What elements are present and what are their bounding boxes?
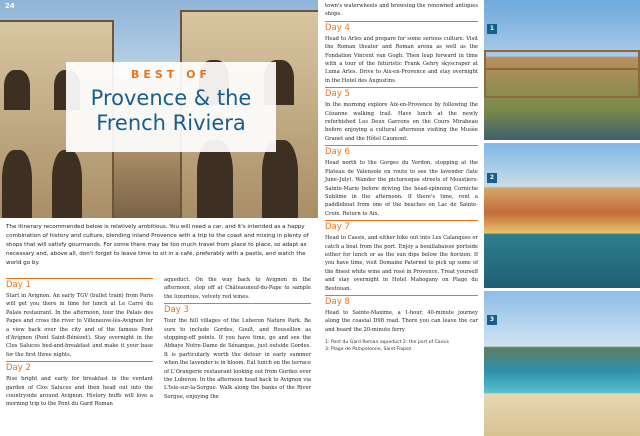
day-text: Head to Sainte-Maxime, a 1-hour, 40-minute journey along the coastal D98 road. There you can leave the car and board the 20-minute ferry [325, 309, 478, 333]
day-heading: Day 6 [325, 145, 478, 158]
photo-caption [325, 340, 478, 353]
day-text: Head north to the Gorges du Verdon, stopping at the Plateau de Valensole en route to see the lavender (late June–July). Wander the picturesque streets of Moustiers-Sainte-Marie before driving the head-spinning Corniche Sublime in the afternoon. If there's time, rent a paddleboat from one of the beaches on Lac de Sainte-Croix. Return to Aix. [325, 160, 478, 217]
day-heading: Day 3 [164, 303, 311, 316]
day-text-continued: aqueduct. On the way back to Avignon in the afternoon, stop off at Châteauneuf-du-Pape to sample the luxurious, velvety red wines. [164, 277, 311, 300]
day-heading: Day 4 [325, 21, 478, 34]
day-heading: Day 5 [325, 87, 478, 100]
caption-line: 3: Plage de Pampelonne, Saint-Tropez [325, 346, 412, 352]
caption-line: 1: Pont du Gard Roman aqueduct 2: the port of Cassis [325, 340, 450, 346]
day-text: Start in Avignon. An early TGV (bullet train) from Paris will get you there in time for lunch at Le Carré du Palais restaurant. In the afternoon, tour the Palais des Papes and cross the river to Villeneuve-lès-Avignon for a view back over the city and of the famous Pont d'Avignon (Pont Saint-Bénézet). Stay overnight in the Clos Saluces bed-and-breakfast and make it your base for the first three nights. [6, 293, 153, 358]
day-text: Tour the hill villages of the Luberon Nature Park. Be sure to include Gordes, Goult, and Roussillon as stopping-off points. If you have time, go and see the Abbaye Notre-Dame de Sénanque, just outside Gordes. It is particularly worth the detour in early summer when the lavender is in bloom. Eat lunch on the terrace of L'Orangerie restaurant looking out from Gordes over the Luberon. In the afternoon head back to Avignon via L'Isle-sur-la-Sorgue. Walk along the banks of the River Sorgue, enjoying the [164, 318, 311, 400]
intro-paragraph: The itinerary recommended below is relatively ambitious. You will need a car, and it's intended as a happy combination of history and culture, blending inland Provence with a trip to the coast and mixing in plenty of shops that will satisfy gourmands. For some there may be too much travel from place to place, so adapt as necessary and, above all, don't forget to leave time to sit in a café, preferably with a pastis, and watch the world go by. [6, 224, 309, 266]
day-text-continued: town's waterwheels and browsing the renowned antiques shops. [325, 3, 478, 18]
left-column-1 [6, 276, 153, 409]
title-box [66, 62, 276, 152]
day-heading: Day 7 [325, 220, 478, 233]
photo-plage-de-pampelonne [484, 291, 640, 436]
photo-number-badge: 2 [487, 173, 497, 183]
day-text: Rise bright and early for breakfast in the verdant garden of Clos Saluces and then head out into the countryside around Avignon. History buffs will love a morning trip to the Pont du Gard Roman [6, 376, 153, 408]
page-number: 24 [5, 2, 15, 10]
day-heading: Day 8 [325, 295, 478, 308]
title-line-1: Provence & the [90, 86, 252, 110]
day-heading: Day 2 [6, 361, 153, 374]
day-text: In the morning explore Aix-en-Provence by following the Cézanne walking trail. Have lunch at the newly refurbished Les Deux Garcons on the Cours Mirabeau before enjoying a cultural afternoon visiting the Musée Granet and the Hôtel Caumont. [325, 102, 478, 142]
kicker-best-of: BEST OF [130, 68, 212, 81]
day-text: Head to Cassis, and either hike out into Les Calanques or catch a boat from the port. Enjoy a bouillabaisse portside either for lunch or as the sun dips below the horizon. If you have time, visit Domaine Paternel to pick up some of the finest white wine and rosé in Provence. Treat yourself and stay overnight in Hotel Mahogany on Plage du Bestouan. [325, 235, 478, 292]
page-title [66, 86, 276, 136]
hero-photo-arles-arena [0, 0, 318, 218]
right-column [325, 2, 478, 353]
photo-pont-du-gard [484, 0, 640, 140]
day-text: Head to Arles and prepare for some serious culture. Visit the Roman theater and Roman arena as well as the Fondation Vincent van Gogh. Then leap forward in time with a tour of the futuristic Frank Gehry skyscraper at Luma Arles. Drive to Aix-en-Provence and stay overnight in the Hotel des Augustins. [325, 35, 478, 84]
photo-number-badge: 1 [487, 24, 497, 34]
photo-port-of-cassis [484, 143, 640, 288]
day-heading: Day 1 [6, 278, 153, 291]
photo-number-badge: 3 [487, 315, 497, 325]
left-column-2 [164, 276, 311, 401]
title-line-2: French Riviera [96, 111, 246, 135]
left-page [0, 0, 318, 436]
right-page [320, 0, 640, 436]
